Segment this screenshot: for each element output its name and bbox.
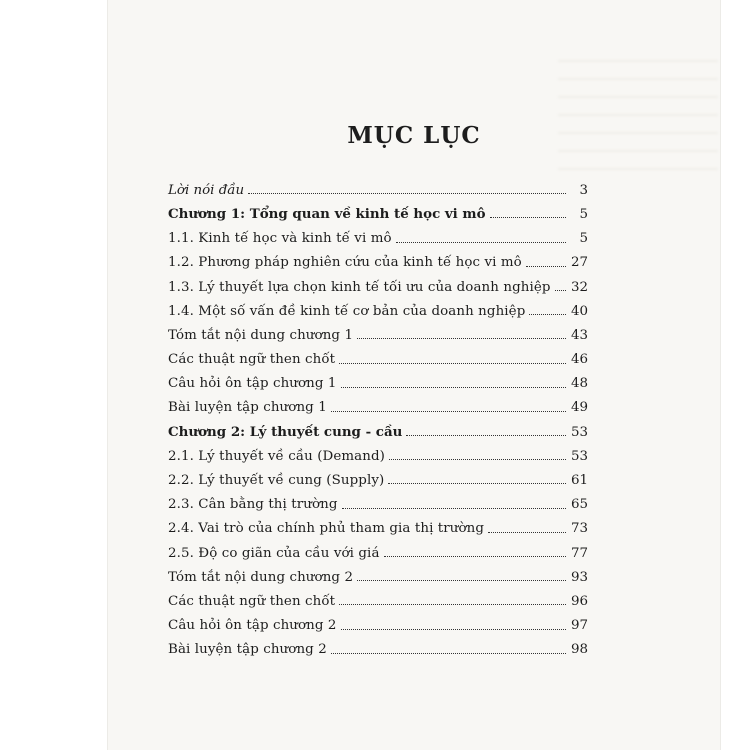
- toc-entry-page-number: 77: [570, 545, 588, 561]
- toc-entry-page-number: 49: [570, 400, 588, 416]
- toc-entry: [168, 415, 588, 439]
- dot-leader: [342, 508, 566, 509]
- toc-entry-label: Bài luyện tập chương 1: [168, 400, 327, 416]
- toc-entry-label: 1.3. Lý thuyết lựa chọn kinh tế tối ưu của doanh nghiệp: [168, 279, 551, 295]
- dot-leader: [389, 459, 566, 460]
- dot-leader: [406, 435, 566, 436]
- toc-entry-label: Tóm tắt nội dung chương 1: [168, 327, 354, 343]
- toc-entry-label: Câu hỏi ôn tập chương 2: [168, 618, 337, 634]
- toc-entry-page-number: 65: [570, 497, 588, 513]
- toc-entry-label: 2.2. Lý thuyết về cung (Supply): [168, 473, 385, 489]
- dot-leader: [555, 290, 566, 291]
- toc-entry-page-number: 32: [570, 279, 588, 295]
- toc-entry-page-number: 5: [579, 206, 588, 222]
- dot-leader: [396, 242, 566, 243]
- dot-leader: [341, 387, 566, 388]
- dot-leader: [388, 483, 566, 484]
- toc-entry-label: Tóm tắt nội dung chương 2: [168, 569, 354, 585]
- toc-entry: [168, 536, 588, 560]
- book-page: [108, 0, 720, 750]
- toc-entry-label: Lời nói đầu: [168, 182, 245, 198]
- toc-entry-page-number: 48: [570, 376, 588, 392]
- toc-entry: [168, 342, 588, 366]
- toc-entry-label: Câu hỏi ôn tập chương 1: [168, 376, 337, 392]
- dot-leader: [526, 266, 566, 267]
- dot-leader: [529, 314, 566, 315]
- toc-entry-label: 2.1. Lý thuyết về cầu (Demand): [168, 448, 385, 464]
- toc-entry: [168, 512, 588, 536]
- toc-entry: [168, 197, 588, 221]
- dot-leader: [357, 580, 566, 581]
- toc-entry: [168, 294, 588, 318]
- toc-entry-label: Bài luyện tập chương 2: [168, 642, 327, 658]
- toc-entry-label: Các thuật ngữ then chốt: [168, 593, 336, 609]
- toc-entry: [168, 439, 588, 463]
- toc-entry-label: 2.5. Độ co giãn của cầu với giá: [168, 545, 380, 561]
- toc-entry: [168, 246, 588, 270]
- toc-entry-page-number: 98: [570, 642, 588, 658]
- toc-entry: [168, 560, 588, 584]
- toc-entry: [168, 608, 588, 632]
- show-through-text: [558, 60, 718, 170]
- table-of-contents: [168, 173, 588, 657]
- toc-entry-page-number: 61: [570, 473, 588, 489]
- page-title: MỤC LỤC: [347, 122, 481, 149]
- toc-entry: [168, 391, 588, 415]
- dot-leader: [488, 532, 566, 533]
- toc-entry-label: 1.4. Một số vấn đề kinh tế cơ bản của doanh nghiệp: [168, 303, 526, 319]
- toc-entry-page-number: 27: [570, 255, 588, 271]
- toc-entry: [168, 270, 588, 294]
- toc-entry-page-number: 5: [579, 231, 588, 247]
- dot-leader: [339, 604, 566, 605]
- dot-leader: [384, 556, 566, 557]
- dot-leader: [490, 217, 566, 218]
- toc-entry: [168, 173, 588, 197]
- dot-leader: [339, 363, 566, 364]
- toc-entry: [168, 221, 588, 245]
- dot-leader: [341, 629, 566, 630]
- dot-leader: [248, 193, 566, 194]
- toc-entry-page-number: 73: [570, 521, 588, 537]
- toc-entry-label: 1.2. Phương pháp nghiên cứu của kinh tế học vi mô: [168, 255, 522, 271]
- toc-entry: [168, 633, 588, 657]
- toc-entry: [168, 487, 588, 511]
- toc-entry-page-number: 46: [570, 352, 588, 368]
- dot-leader: [331, 411, 566, 412]
- dot-leader: [357, 338, 566, 339]
- toc-entry-page-number: 43: [570, 327, 588, 343]
- toc-entry-page-number: 3: [579, 182, 588, 198]
- toc-entry: [168, 463, 588, 487]
- toc-entry-page-number: 53: [570, 448, 588, 464]
- toc-entry-label: Các thuật ngữ then chốt: [168, 352, 336, 368]
- toc-entry: [168, 318, 588, 342]
- toc-entry-label: 2.4. Vai trò của chính phủ tham gia thị trường: [168, 521, 485, 537]
- toc-entry-label: Chương 1: Tổng quan về kinh tế học vi mô: [168, 205, 486, 222]
- toc-entry: [168, 367, 588, 391]
- toc-entry-page-number: 96: [570, 593, 588, 609]
- toc-entry-page-number: 97: [570, 618, 588, 634]
- toc-entry: [168, 584, 588, 608]
- dot-leader: [331, 653, 566, 654]
- toc-entry-label: Chương 2: Lý thuyết cung - cầu: [168, 423, 403, 440]
- toc-entry-page-number: 40: [570, 303, 588, 319]
- toc-entry-label: 2.3. Cân bằng thị trường: [168, 497, 338, 513]
- toc-entry-page-number: 53: [570, 424, 588, 440]
- toc-entry-page-number: 93: [570, 569, 588, 585]
- toc-entry-label: 1.1. Kinh tế học và kinh tế vi mô: [168, 231, 392, 247]
